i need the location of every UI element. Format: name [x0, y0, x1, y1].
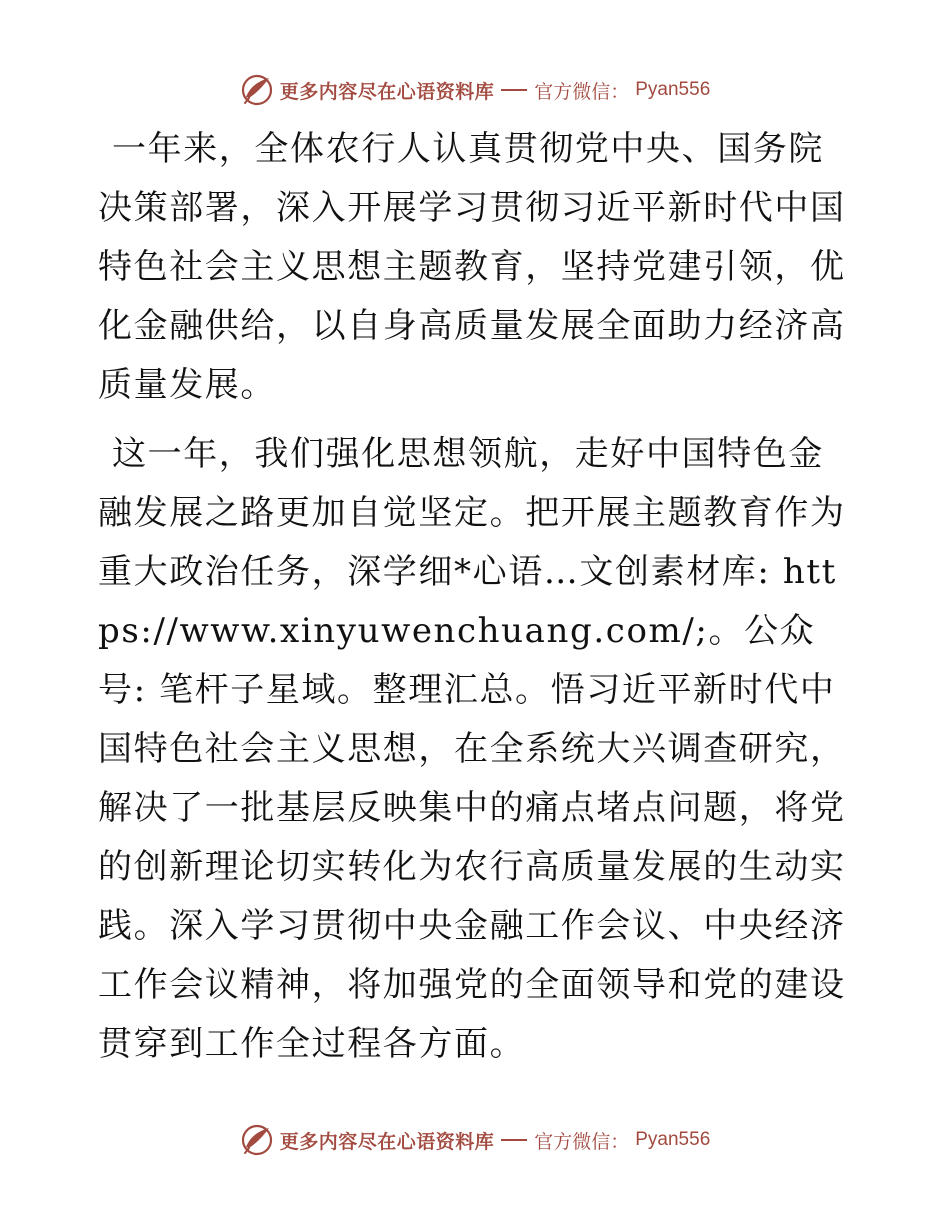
pen-nib-circle-icon	[240, 1123, 274, 1157]
pen-nib-circle-icon	[240, 73, 274, 107]
banner-dash-divider	[501, 89, 527, 91]
banner-wechat-id: Pyan556	[635, 1129, 711, 1150]
banner-slogan: 更多内容尽在心语资料库	[279, 80, 495, 103]
body-paragraph-1: 一年来，全体农行人认真贯彻党中央、国务院决策部署，深入开展学习贯彻习近平新时代中国特色社会主义思想主题教育，坚持党建引领，优化金融供给，以自身高质量发展全面助力经济高质量发展。	[98, 129, 846, 405]
document-body	[98, 120, 850, 1074]
banner-wechat-label: 官方微信：	[534, 80, 630, 103]
banner-dash-divider	[501, 1139, 527, 1141]
banner-wechat-id: Pyan556	[635, 79, 711, 100]
banner-wechat-label: 官方微信：	[534, 1130, 630, 1153]
footer-watermark-banner	[0, 1120, 950, 1160]
body-paragraph-2: 这一年，我们强化思想领航，走好中国特色金融发展之路更加自觉坚定。把开展主题教育作为重大政治任务，深学细*心语…文创素材库: https://www.xinyuwenchuang.com/;。公众号: 笔杆子星域。整理汇总。悟习近平新时代中国特色社会主义思想，在全系统大兴调查研究，解决了一批基层反映集中的痛点堵点问题，将党的创新理论切实转化为农行高质量发展的生动实践。深入学习贯彻中央金融工作会议、中央经济工作会议精神，将加强党的全面领导和党的建设贯穿到工作全过程各方面。	[98, 434, 846, 1064]
banner-slogan: 更多内容尽在心语资料库	[279, 1130, 495, 1153]
header-watermark-banner	[0, 70, 950, 110]
